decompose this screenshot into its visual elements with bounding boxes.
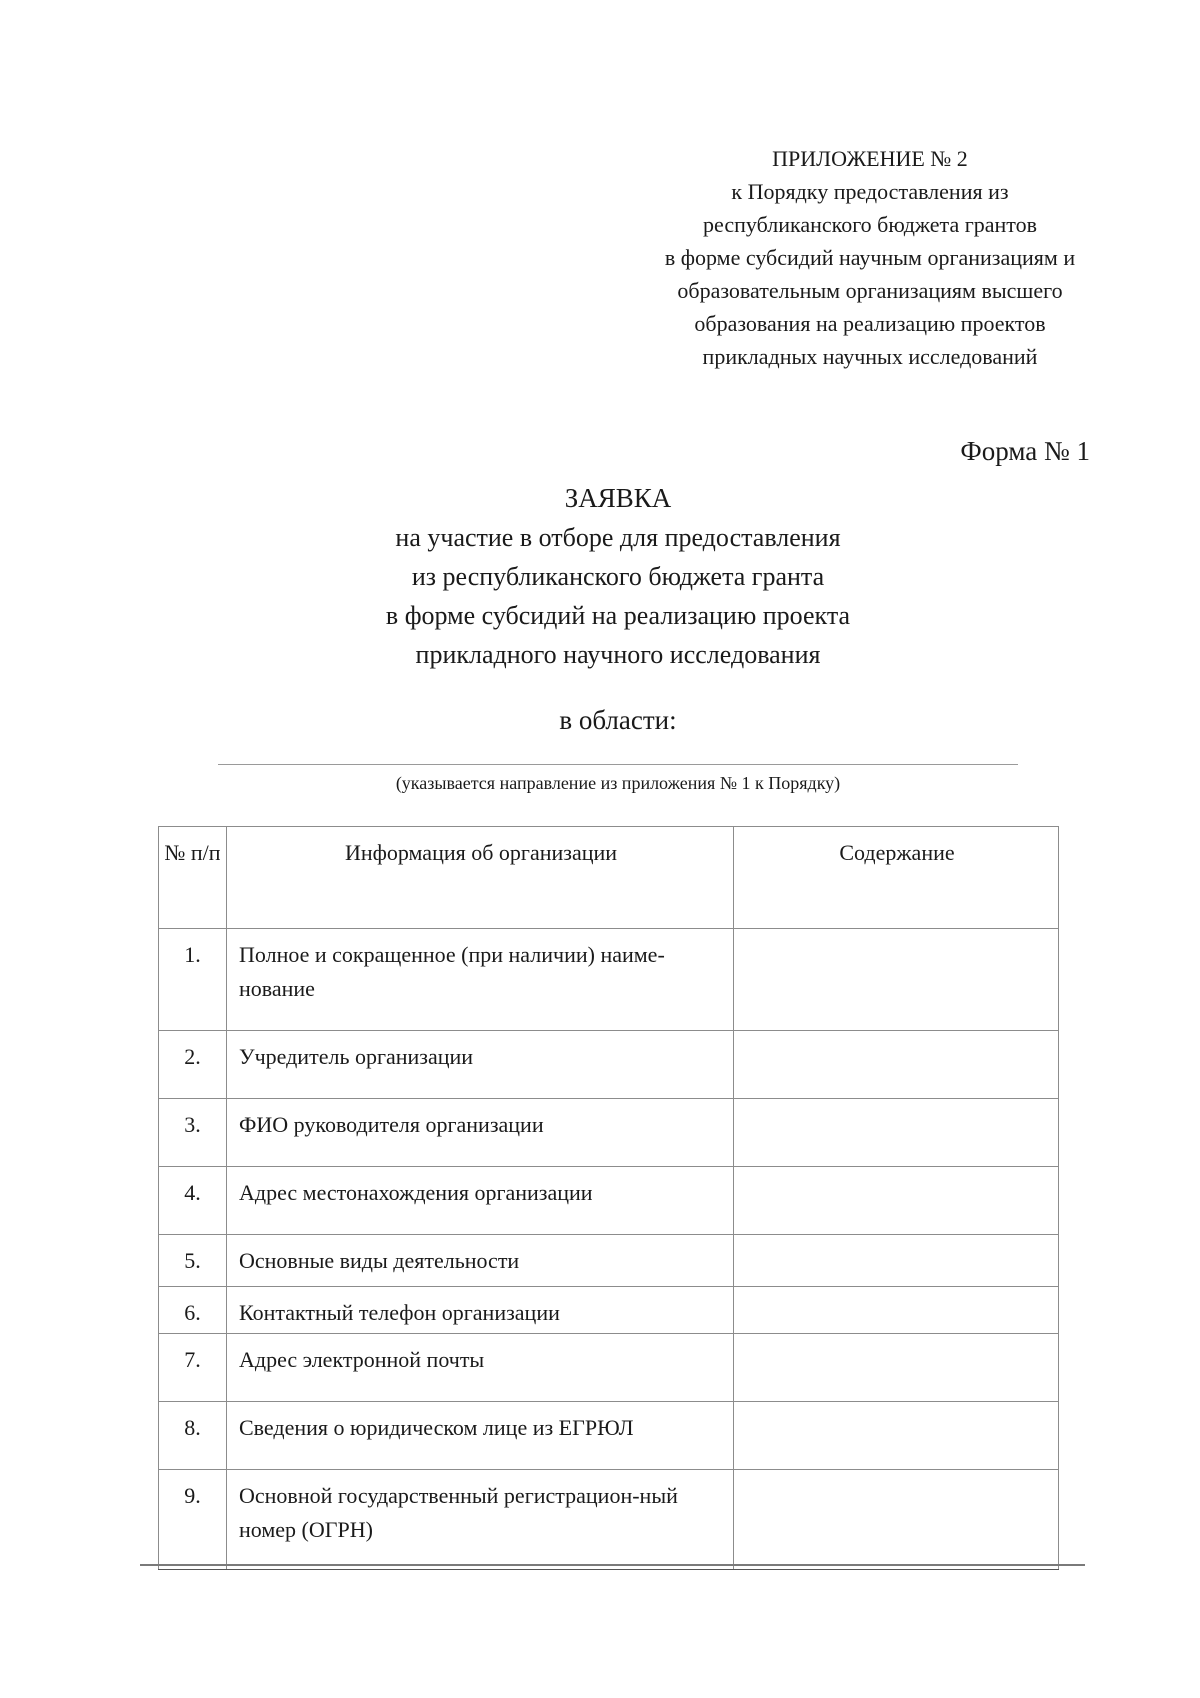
row-num: 7.: [159, 1334, 227, 1402]
title-line: в форме субсидий на реализацию проекта: [385, 601, 851, 630]
row-info: Учредитель организации: [227, 1031, 734, 1099]
appendix-line: прикладных научных исследований: [702, 344, 1038, 369]
area-fill-line[interactable]: [218, 764, 1018, 765]
appendix-header: [620, 142, 1120, 373]
appendix-line: в форме субсидий научным организациям и: [664, 245, 1076, 270]
row-num: 9.: [159, 1470, 227, 1570]
area-label: в области:: [559, 705, 677, 735]
table-row: [159, 1235, 1059, 1287]
appendix-line: образовательным организациям высшего: [677, 278, 1063, 303]
page-bottom-rule: [140, 1564, 1085, 1566]
row-content[interactable]: [734, 1402, 1059, 1470]
table-row: [159, 1287, 1059, 1334]
table-row: [159, 1402, 1059, 1470]
appendix-line: к Порядку предоставления из: [731, 179, 1009, 204]
table-row: [159, 1031, 1059, 1099]
title-line: на участие в отборе для предоставления: [395, 523, 841, 552]
header-num: № п/п: [159, 827, 227, 929]
organization-info-table: [158, 826, 1059, 1570]
table-row: [159, 1099, 1059, 1167]
row-num: 3.: [159, 1099, 227, 1167]
row-info: Сведения о юридическом лице из ЕГРЮЛ: [227, 1402, 734, 1470]
title-line: из республиканского бюджета гранта: [411, 562, 825, 591]
row-content[interactable]: [734, 1235, 1059, 1287]
table-row: [159, 1167, 1059, 1235]
area-fill-hint: (указывается направление из приложения № 1 к Порядку): [395, 773, 841, 793]
row-num: 1.: [159, 929, 227, 1031]
table-row: [159, 929, 1059, 1031]
row-info: Основной государственный регистрацион-ный номер (ОГРН): [227, 1470, 734, 1570]
title-line: прикладного научного исследования: [415, 640, 821, 669]
application-title-block: [218, 478, 1018, 674]
row-info: Контактный телефон организации: [227, 1287, 734, 1334]
appendix-title: ПРИЛОЖЕНИЕ № 2: [772, 146, 968, 171]
row-num: 4.: [159, 1167, 227, 1235]
table-row: [159, 1470, 1059, 1570]
row-num: 2.: [159, 1031, 227, 1099]
form-number: Форма № 1: [960, 436, 1090, 466]
header-info: Информация об организации: [227, 827, 734, 929]
row-info: Адрес местонахождения организации: [227, 1167, 734, 1235]
row-content[interactable]: [734, 1167, 1059, 1235]
appendix-line: образования на реализацию проектов: [694, 311, 1046, 336]
row-content[interactable]: [734, 1099, 1059, 1167]
row-num: 8.: [159, 1402, 227, 1470]
row-info: Полное и сокращенное (при наличии) наиме-нование: [227, 929, 734, 1031]
table-row: [159, 1334, 1059, 1402]
row-content[interactable]: [734, 1470, 1059, 1570]
row-num: 5.: [159, 1235, 227, 1287]
row-content[interactable]: [734, 1334, 1059, 1402]
row-info: Адрес электронной почты: [227, 1334, 734, 1402]
row-num: 6.: [159, 1287, 227, 1334]
appendix-line: республиканского бюджета грантов: [703, 212, 1037, 237]
document-title: ЗАЯВКА: [564, 483, 672, 513]
header-content: Содержание: [734, 827, 1059, 929]
row-content[interactable]: [734, 1287, 1059, 1334]
row-content[interactable]: [734, 929, 1059, 1031]
row-content[interactable]: [734, 1031, 1059, 1099]
row-info: Основные виды деятельности: [227, 1235, 734, 1287]
row-info: ФИО руководителя организации: [227, 1099, 734, 1167]
table-header-row: [159, 827, 1059, 929]
